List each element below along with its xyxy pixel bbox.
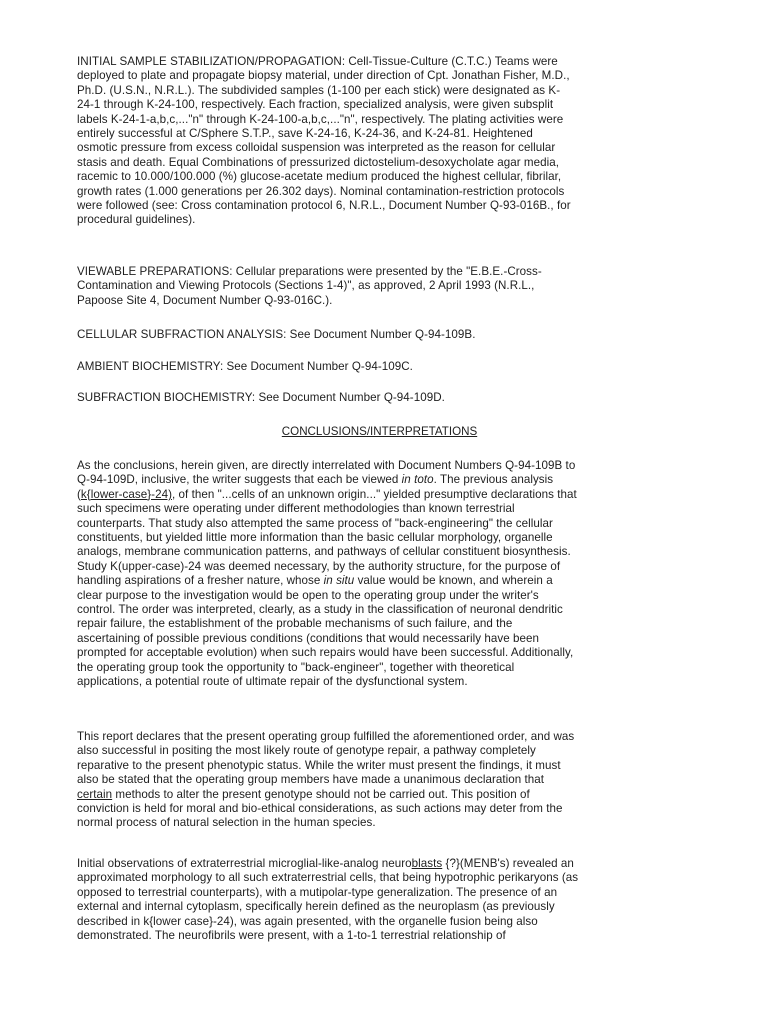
text-line: opposed to terrestrial counterparts), with a mutipolar-type generalization. The presence of an	[77, 885, 558, 899]
text-line: labels K-24-1-a,b,c,..."n" through K-24-100-a,b,c,..."n", respectively. The plating activities were	[77, 112, 564, 126]
text-line: clear purpose to the investigation would be open to the operating group under the writer's	[77, 588, 539, 602]
text-line	[77, 574, 683, 588]
text-line: INITIAL SAMPLE STABILIZATION/PROPAGATION: Cell-Tissue-Culture (C.T.C.) Teams were	[77, 55, 558, 68]
text-line: stasis and death. Equal Combinations of pressurized dictostelium-desoxycholate agar media,	[77, 155, 560, 169]
text-run: methods to alter the present genotype should not be carried out. This position of	[112, 787, 530, 801]
text-line: repair failure, the establishment of the probable mechanisms of such failure, and the	[77, 617, 513, 631]
text-line: demonstrated. The neurofibrils were present, with a 1-to-1 terrestrial relationship of	[77, 929, 506, 943]
italic-text: in toto	[401, 473, 434, 487]
text-line: Contamination and Viewing Protocols (Sections 1-4)", as approved, 2 April 1993 (N.R.L.,	[77, 279, 535, 293]
text-line: Papoose Site 4, Document Number Q-93-016C.).	[77, 293, 333, 307]
text-line	[77, 857, 683, 871]
cellular-subfraction-line	[77, 328, 683, 342]
text-line: counterparts. That study also attempted the same process of "back-engineering" the cellular	[77, 516, 553, 530]
text-line: normal process of natural selection in the human species.	[77, 816, 376, 830]
initial-sample-paragraph	[77, 55, 683, 228]
text-run: Q-94-109D, inclusive, the writer suggests that each be viewed	[77, 473, 402, 487]
text-line: Ph.D. (U.S.N., N.R.L.). The subdivided samples (1-100 per each stick) were designated as K-	[77, 83, 561, 97]
heading-text: CONCLUSIONS/INTERPRETATIONS	[281, 425, 478, 438]
text-line: the operating group took the opportunity to "back-engineer", together with theoretical	[77, 660, 515, 674]
text-line: deployed to plate and propagate biopsy material, under direction of Cpt. Jonathan Fisher, M.D.,	[77, 69, 570, 83]
italic-text: in situ	[323, 574, 355, 588]
viewable-preparations-paragraph	[77, 265, 683, 308]
text-line	[77, 473, 683, 487]
text-line: reparative to the present phenotypic status. While the writer must present the findings, it must	[77, 758, 561, 772]
underlined-text: blasts	[411, 857, 443, 870]
text-line: external and internal cytoplasm, specifically herein defined as the neuroplasm (as previously	[77, 900, 555, 914]
text-run: {?}(MENB's) revealed an	[442, 857, 574, 870]
text-line: 24-1 through K-24-100, respectively. Each fraction, specialized analysis, were given subsplit	[77, 98, 554, 112]
text-line: osmotic pressure from excess colloidal suspension was interpreted as the reason for cellular	[77, 141, 556, 155]
text-line: prompted for acceptable evolution) when such repairs would have been successful. Additionally,	[77, 646, 574, 660]
text-line: control. The order was interpreted, clearly, as a study in the classification of neuronal dendritic	[77, 603, 563, 617]
text-line: SUBFRACTION BIOCHEMISTRY: See Document Number Q-94-109D.	[77, 391, 445, 404]
text-line: (k{lower-case}-24), of then "...cells of an unknown origin..." yielded presumptive declarations that	[77, 487, 577, 501]
text-line: procedural guidelines).	[77, 213, 196, 227]
text-run: handling aspirations of a fresher nature, whose	[77, 574, 324, 588]
text-line: conviction is held for moral and bio-ethical considerations, as such actions may deter from the	[77, 802, 563, 816]
ambient-biochemistry-line	[77, 360, 683, 374]
text-line: applications, a potential route of ultimate repair of the dysfunctional system.	[77, 675, 468, 689]
text-run: . The previous analysis	[433, 473, 554, 487]
text-line: CELLULAR SUBFRACTION ANALYSIS: See Document Number Q-94-109B.	[77, 328, 476, 341]
text-line: racemic to 10.000/100.000 (%) glucose-acetate medium produced the highest cellular, fibrilar,	[77, 170, 562, 184]
text-line: such specimens were operating under different methodologies than known terrestrial	[77, 502, 515, 516]
text-line	[77, 788, 683, 802]
text-line: constituents, but yielded little more information than the basic cellular morphology, organelle	[77, 531, 553, 545]
text-line: were followed (see: Cross contamination protocol 6, N.R.L., Document Number Q-93-016B., for	[77, 199, 571, 213]
conclusions-paragraph-2	[77, 730, 683, 831]
text-line: growth rates (1.000 generations per 26.302 days). Nominal contamination-restriction protocols	[77, 184, 565, 198]
text-line: AMBIENT BIOCHEMISTRY: See Document Number Q-94-109C.	[77, 360, 413, 373]
subfraction-biochemistry-line	[77, 391, 683, 405]
text-line: described in k{lower case}-24), was again presented, with the organelle fusion being also	[77, 914, 538, 928]
text-line: also be stated that the operating group members have made a unanimous declaration that	[77, 773, 545, 787]
conclusions-paragraph-1	[77, 459, 683, 690]
text-line: Study K(upper-case)-24 was deemed necessary, by the authority structure, for the purpose of	[77, 559, 561, 573]
text-run: , of then "...cells of an unknown origin..." yielded presumptive declarations that	[172, 487, 577, 501]
text-line: approximated morphology to all such extraterrestrial cells, that being hypotrophic perikaryons (as	[77, 871, 579, 885]
conclusions-heading	[0, 425, 759, 439]
underlined-text: certain	[77, 787, 113, 801]
text-run: value would be known, and wherein a	[354, 574, 553, 588]
text-line: also successful in positing the most likely route of genotype repair, a pathway completely	[77, 744, 536, 758]
underlined-text: k{lower-case}-24)	[80, 487, 172, 501]
text-line: This report declares that the present operating group fulfilled the aforementioned order, and was	[77, 730, 575, 743]
text-line: ascertaining of possible previous conditions (conditions that would necessarily have been	[77, 631, 540, 645]
text-line: As the conclusions, herein given, are directly interrelated with Document Numbers Q-94-109B to	[77, 459, 576, 472]
conclusions-paragraph-3	[77, 857, 683, 943]
text-run: Initial observations of extraterrestrial microglial-like-analog neuro	[77, 857, 412, 870]
text-line: VIEWABLE PREPARATIONS: Cellular preparations were presented by the "E.B.E.-Cross-	[77, 265, 542, 278]
text-line: analogs, membrane communication patterns, and pathways of cellular constituent biosynthesis.	[77, 545, 571, 559]
text-line: entirely successful at C/Sphere S.T.P., save K-24-16, K-24-36, and K-24-81. Heightened	[77, 127, 533, 141]
